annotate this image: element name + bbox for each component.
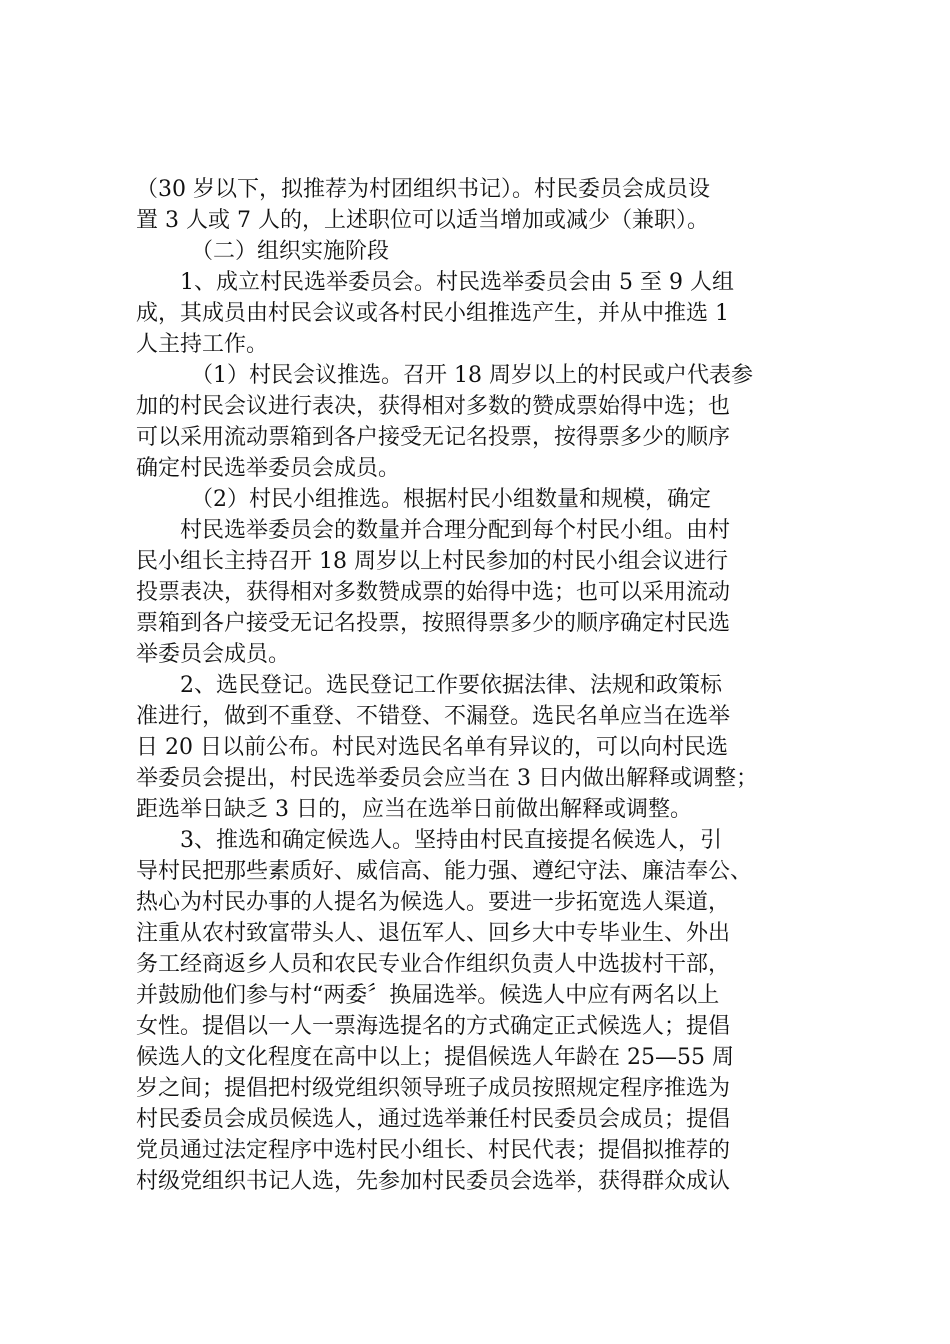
text-line-7: （1）村民会议推选。召开 18 周岁以上的村民或户代表参 [191, 363, 753, 388]
text-line-14: 投票表决，获得相对多数赞成票的始得中选；也可以采用流动 [136, 580, 731, 605]
text-line-8: 加的村民会议进行表决，获得相对多数的赞成票始得中选；也 [136, 394, 731, 419]
text-line-1: （30 岁以下，拟推荐为村团组织书记）。村民委员会成员设 [136, 177, 710, 202]
text-line-23: 导村民把那些素质好、威信高、能力强、遵纪守法、廉洁奉公、 [136, 859, 753, 884]
text-line-29: 候选人的文化程度在高中以上；提倡候选人年龄在 25—55 周 [136, 1045, 734, 1070]
text-line-5: 成，其成员由村民会议或各村民小组推选产生，并从中推选 1 [136, 301, 729, 326]
text-line-11: （2）村民小组推选。根据村民小组数量和规模，确定 [191, 487, 711, 512]
text-line-26: 务工经商返乡人员和农民专业合作组织负责人中选拔村干部， [136, 952, 731, 977]
text-line-25: 注重从农村致富带头人、退伍军人、回乡大中专毕业生、外出 [136, 921, 731, 946]
text-line-4: 1、成立村民选举委员会。村民选举委员会由 5 至 9 人组 [180, 270, 734, 295]
text-line-19: 日 20 日以前公布。村民对选民名单有异议的，可以向村民选 [136, 735, 728, 760]
text-line-30: 岁之间；提倡把村级党组织领导班子成员按照规定程序推选为 [136, 1076, 731, 1101]
text-line-28: 女性。提倡以一人一票海选提名的方式确定正式候选人；提倡 [136, 1014, 731, 1039]
text-line-13: 民小组长主持召开 18 周岁以上村民参加的村民小组会议进行 [136, 549, 728, 574]
text-line-22: 3、推选和确定候选人。坚持由村民直接提名候选人，引 [180, 828, 722, 853]
text-line-27: 并鼓励他们参与村“两委〞换届选举。候选人中应有两名以上 [136, 983, 720, 1008]
text-line-16: 举委员会成员。 [136, 642, 291, 667]
text-line-10: 确定村民选举委员会成员。 [136, 456, 401, 481]
text-line-31: 村民委员会成员候选人，通过选举兼任村民委员会成员；提倡 [136, 1107, 731, 1132]
text-line-32: 党员通过法定程序中选村民小组长、村民代表；提倡拟推荐的 [136, 1138, 731, 1163]
text-line-6: 人主持工作。 [136, 332, 269, 357]
text-line-9: 可以采用流动票箱到各户接受无记名投票，按得票多少的顺序 [136, 425, 731, 450]
document-body [136, 174, 836, 1197]
section-heading: （二）组织实施阶段 [191, 239, 390, 264]
text-line-20: 举委员会提出，村民选举委员会应当在 3 日内做出解释或调整； [136, 766, 758, 791]
text-line-18: 准进行，做到不重登、不错登、不漏登。选民名单应当在选举 [136, 704, 731, 729]
text-line-2: 置 3 人或 7 人的，上述职位可以适当增加或减少（兼职）。 [136, 208, 709, 233]
text-line-24: 热心为村民办事的人提名为候选人。要进一步拓宽选人渠道， [136, 890, 731, 915]
text-line-15: 票箱到各户接受无记名投票，按照得票多少的顺序确定村民选 [136, 611, 731, 636]
text-line-21: 距选举日缺乏 3 日的，应当在选举日前做出解释或调整。 [136, 797, 692, 822]
text-line-33: 村级党组织书记人选，先参加村民委员会选举，获得群众成认 [136, 1169, 731, 1194]
text-line-17: 2、选民登记。选民登记工作要依据法律、法规和政策标 [180, 673, 722, 698]
text-line-12: 村民选举委员会的数量并合理分配到每个村民小组。由村 [180, 518, 731, 543]
